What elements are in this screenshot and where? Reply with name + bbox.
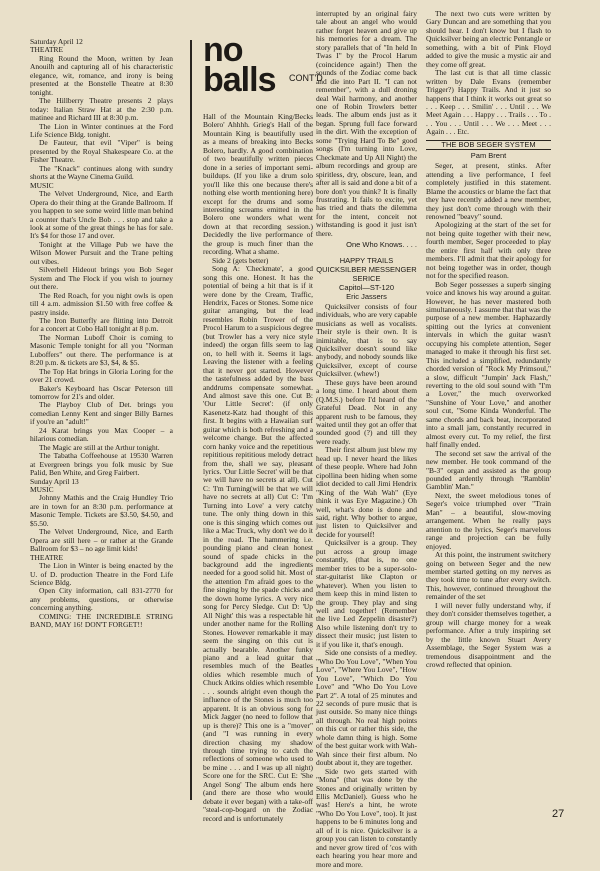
review-author: Eric Jassers — [346, 291, 387, 301]
reviews-column-3 — [316, 9, 417, 869]
paragraph: Baker's Keyboard has Oscar Peterson till tomorrow for 21's and older. — [30, 383, 173, 402]
page-number: 27 — [552, 808, 565, 820]
review-label: Capitol—ST-120 — [338, 282, 395, 292]
paragraph: Song A: 'Checkmate', a good song this one. Honest. It has the potential of being a hit that is if it were done by the Cream, Traffic, Hendrix, Faces or Stones. Some nice guitar arranging, but the lead resembles Robin Trower of the Procol Harum to a suspicious degree (but Trowler has a very nice style indeed) the organ fills seem to lag on, to hell with it. Seems it lags. Leaving the listener with a feeling that it never got started. However the tastefulness added by the bass anddrums compensate somewhat. And almost save this one. Cut B: 'Our Little Secret': (if only Kasenetz-Katz had thought of this first. It begins with a Hawaiian surf guitar which is both refreshing and a welcome change. But the affected corn hanky voice and the repetitious repititious repititious melody detract from the, shall we say, pleasant lyrics. 'Our Little Secret' will be that we will have no secrets at all). Cut C: 'I'm Turning(will be that we will have no secrets at all) Cut C: 'I'm Turning into Love' a very catchy tune. The only thing down in this one is this singing which comes out like a Mac Truck, why don't we do it in the road. The hammering i.e. pounding piano and clean honest sound of spade chicks in the background add the ingredients needed for a good solid hit. Most of the attention I'm afraid goes to the fine singing by the spade chicks and the down home lyrics. A very nice song for Percy Sledge. Cut D: 'Up All Night' this was a respectable hit under another name for the Rolling Stones. However remarkable it may seem the singing on this cut is actually bearable. Another funky piano and a lead guitar that resembles much of the Beatles oldies which resemble much of Chuck Atkins oldies which resemble . . . sounds alright even though the influence of the Stones is much too apparent. It is an obvious song for Mick Jagger (no need to follow that up is there)? This one is a "mover" (and "I was running in every direction chasing my shadow through time trying to catch the reflections of someone who used to be mine . . . and I was up all night) Score one for the SRC. Cut E: 'She Angel Song' The album ends here (and there are those who would debate it ever began) with a take-off "steal-cop-bogard on the Zodiac record and is unfortunately — [203, 264, 313, 823]
paragraph: The Velvet Underground, Nice, and Earth Opera are still here – or rather at the Grande Ballroom for $3 – no age limit kids! — [30, 527, 173, 554]
paragraph: THEATRE — [30, 552, 64, 562]
paragraph: Quicksilver is a group. They put across a group image constantly, (that is, no one member tries to be a super-solo-star-guitarist like Clapton or whatever). When you listen to them keep this in mind listen to the group. They play and sing well and together! (Remember the live Led Zeppelin disaster?) Also while listening don't try to dissect their music; just listen to it if you like it, that's enough. — [316, 538, 417, 649]
review-continued-column — [203, 31, 323, 868]
headline-block — [203, 31, 323, 109]
paragraph: De Fauteur, that evil "Viper" is being presented by the Royal Shakespeare Co. at the Fisher Theatre. — [30, 138, 173, 165]
paragraph: Bob Seger possesses a superb singing voice and knows his way around a guitar. However, he has never mastered both simultaneously. I assume that that was the purpose of a new member. Haphazardly spitting out the lyrics at convenient intervals in which the guitar wasn't occupying his complete attention, Seger managed to make it through his first set. This included a simplified, redundantly chorded version of "Rock My Primsoul," a slow, difficult "Jumpin' Jack Flash," reverting to the old soul sound with "I'm a Lover," the much overworked "Sunshine of Your Love," and another soul cut, "Some Kinda Wonderful. The same chords and back beat, incorporated into a small jam, constantly recurred in almost every cut. To my relief, the first half finally ended. — [426, 279, 551, 450]
paragraph: At this point, the instrument switchery going on between Seger and the new member started getting on my nerves as they took time to tune after every switch. This, however, continued throughout the remainder of the set — [426, 550, 551, 602]
events-column — [30, 38, 173, 871]
paragraph: Sunday April 13 — [30, 476, 79, 486]
paragraph: The Lion in Winter continues at the Ford Life Science Bldg. tonight. — [30, 121, 173, 139]
paragraph: Side one consists of a medley. "Who Do You Love", "When You Love", "Where You Love", "How You Love", "Which Do You Love" and "Who Do You Love Part 2". A total of 25 minutes and 22 seconds of pure music that is just outside. So many nice things all through. No real high points on this cut or rather this side, the whole damn thing is high. Some of the best guitar work with Wah-Wah since their first album. No doubt about it, they are together. — [316, 648, 417, 768]
paragraph: THEATRE — [30, 45, 64, 55]
paragraph: The Playboy Club of Det. brings you comedian Lenny Kent and singer Billy Barnes if you're an "adult!" — [30, 400, 173, 427]
review-signature: One Who Knows. . . . — [346, 240, 417, 250]
paragraph: Quicksilver consists of four individuals, who are very capable musicians as well as vocalists. Their style is their own. It is inimitable, that is to say Quicksilver doesn't sound like anybody, and nobody sounds like Quicksilver, except of course Quicksilver. (whew!) — [316, 301, 417, 379]
paragraph: 24 Karat brings you Max Cooper – a hilarious comedian. — [30, 425, 173, 444]
paragraph: The Velvet Underground, Nice, and Earth Opera do their thing at the Grande Ballroom. If you happen to see some weird little man behind a counter that's Uncle Bob . . . stop and take a look at some of the great things he has for sale. It's $4 for those 17 and over. — [30, 189, 173, 241]
paragraph: The Magic are still at the Arthur tonight. — [39, 442, 160, 452]
continued-label: CONT'D — [289, 73, 323, 83]
review-title-quicksilver: QUICKSILBER MESSENGER SERICE — [316, 264, 417, 283]
paragraph: Their first album just blew my head up. I never heard the likes of these people. Where had John cipollina been hiding when some idiot decided to call Jimi Hendrix "King of the Wah Wah" (Eye think it was Eye Magazine.) Oh well, what's done is done and said, right. Why bother to argue, just listen to Quicksilver and decide for yourself! — [316, 445, 417, 539]
paragraph: MUSIC — [30, 485, 54, 495]
paragraph: The Tabatha Coffeehouse at 19530 Warren at Evergreen brings you folk music by Sue Palid, Ben White, and Greg Fairbert. — [30, 451, 173, 478]
paragraph: Open City information, call 831-2770 for any problems, questions, or otherwise concerning anything. — [30, 586, 173, 613]
paragraph: Next, the sweet melodious tones of Seger's voice triumphed over "Train Man" – a beautiful, slow-moving arrangement. When he really pays attention to the lyrics, Seger's marvelous range and projection can be fully enjoyed. — [426, 490, 551, 551]
paragraph: The second set saw the arrival of the new member. He took command of the "B-3" organ and assisted as the group pounded ardently through "Ramblin' Gamblin' Man." — [426, 448, 551, 492]
paragraph: interrupted by an original fairy tale about an angel who would rather forget heaven and give up his memories for a dream. The story parallels that of "In held In Twas I" by the Procol Harum (coincidence again!) Then the sounds of the Zodiac come back and die into Part II. "I can not remember", with a dull droning deal Wail harmony, and another one of Robin Trowlers better leads. The album ends just as it began. Sprung full face forward in the dirt. With the exception of some "Trying Hard To Be" good songs (I'm turning into Love, Checkmate and Up All Night) the album recordings and group are spiritless, dry, obscure, lean, and after all is said and done a bit of a bore don't you think? It is finally frustrating. It fails to excite, yet has tried and thats the dilemma for the intent, conceit not withstanding is good it just isn't there. — [316, 9, 417, 238]
paragraph: The Hillberry Theatre presents 2 plays today: Italian Straw Hat at the 2:30 p.m. matinee and Richard III at 8:30 p.m. — [30, 96, 173, 123]
paragraph: Johnny Mathis and the Craig Hundley Trio are in town for an 8:30 p.m. performance at Masonic Temple. Tickets are $3.50, $4.50, and $5.50. — [30, 493, 173, 528]
paragraph: Saturday April 12 — [30, 37, 83, 46]
reviews-column-4 — [426, 10, 551, 843]
review-author-2: Pam Brent — [470, 151, 507, 161]
paragraph: Apologizing at the start of the set for not being quite together with their new, fourth member, Seger proceeded to play the entire first half with only three members. I'll admit that their apology for not being together was in order, though not for the specified reason. — [426, 220, 551, 281]
paragraph: Side two gets started with "Mona" (that was done by the Stones and originally written by Ellis McDaniel). Guess who he was! Here's a hint, he wrote "Who Do You Love", too). It just happens to be 6 minutes long and all of it is nice. Quicksilver is a group you can listen to constantly and never grow tired of 'cos with each hearing you hear more and more and more. — [316, 766, 417, 869]
column-divider — [190, 40, 192, 800]
paragraph: These guys have been around a long time. I heard about them (Q.M.S.) before I'd heard of the Grateful Dead. Not in any apparent rush to be famous, they waited until they got an offer that sounded good (?) and till they were ready. — [316, 377, 417, 446]
paragraph: Silverbell Hideout brings you Bob Seger System and The Flock if you wish to journey out there. — [30, 265, 173, 292]
paragraph: Ring Round the Moon, written by Jean Anouilh and capturing all of his characteristic elegance, wit, romance, and irony is being presented at the Bonstelle Theatre at 8:30 tonight. — [30, 53, 173, 97]
paragraph: MUSIC — [30, 180, 54, 190]
paragraph: The Norman Luboff Choir is coming to Masonic Temple tonight for all you "Norman Luboffers" out there. The performance is at 8:20 p.m. & tickets are $3, $4, & $5. — [30, 332, 173, 368]
review-title-bob-seger: THE BOB SEGER SYSTEM — [426, 140, 551, 150]
headline-no-balls: no balls — [203, 31, 276, 99]
paragraph: The Red Roach, for you night owls is open till 4 a.m. admission $1.50 with free coffee & pastry inside. — [30, 290, 173, 317]
paragraph: The next two cuts were written by Gary Duncan and are something that you should hear. I don't know but I flash to Quicksilver being an electric Pentangle or something, with a bit of Pink Floyd added to give the music a mystic air and they come off great. — [426, 9, 551, 69]
paragraph: COMING: THE INCREDIBLE STRING BAND, MAY 16! DON'T FORGET!! — [30, 611, 173, 630]
paragraph: The Lion in Winter is being enacted by the U. of D. production Theatre in the Ford Life Science Bldg. — [30, 561, 173, 587]
paragraph: Side 2 (gets better) — [212, 255, 269, 265]
review-kicker: HAPPY TRAILS — [339, 255, 394, 265]
paragraph: The last cut is that all time classic written by Dale Evans (remember Trigger?) Happy Trails. And it just so happens that I think it works out great so . . . Keep . . . Smilin' . . . Until . . . We Meet Again . . . Happy . . . Trails . . . To . . . You . . . Until . . . We . . . Meet . . . Again . . . Etc. — [426, 68, 551, 137]
paragraph: Seger, at present, stinks. After attending a live performance, I feel completely justified in this statement. Blame the acoustics or blame the fact that they have recently added a new member, they just don't come through with their renowned "beavy" sound. — [426, 161, 551, 221]
paragraph: I will never fully understand why, if they don't consider themselves together, a group will charge money for a weak performance. After a truly inspiring set by the little known Stuart Avery Assemblage, the Seger System was a tremendous disappointment and the crowd reflected that opinion. — [426, 600, 551, 669]
paragraph: The "Knack" continues along with sundry shorts at the Wayne Cinema Guild. — [30, 163, 173, 182]
paragraph: The Iron Butterfly are flitting into Detroit for a concert at Cobo Hall tonight at 8 p.m. — [30, 315, 173, 334]
paragraph: Hall of the Mountain King/Becks Bolero' Ahhhh. Grieg's Hall of the Mountain King is beautifully used as a means of breaking into Becks Bolero, hardly. A good combination of two beautifully written pieces done in a series of important semi-buildups. (If you like a drum solo you'll like this one because there's nothing else worth mentioning here) except for the drums and some interesting screams emitted in the Bolero one wonders what went down at that recording session.) Decidedly the live performance of the group is much finer than the recording. What a shame. — [203, 112, 313, 257]
paragraph: Tonight at the Village Pub we have the Wilson Mower Pursuit and the Trane pelting out vibes. — [30, 239, 173, 266]
paragraph: The Top Hat brings in Gloria Loring for the over 21 crowd. — [30, 366, 173, 385]
